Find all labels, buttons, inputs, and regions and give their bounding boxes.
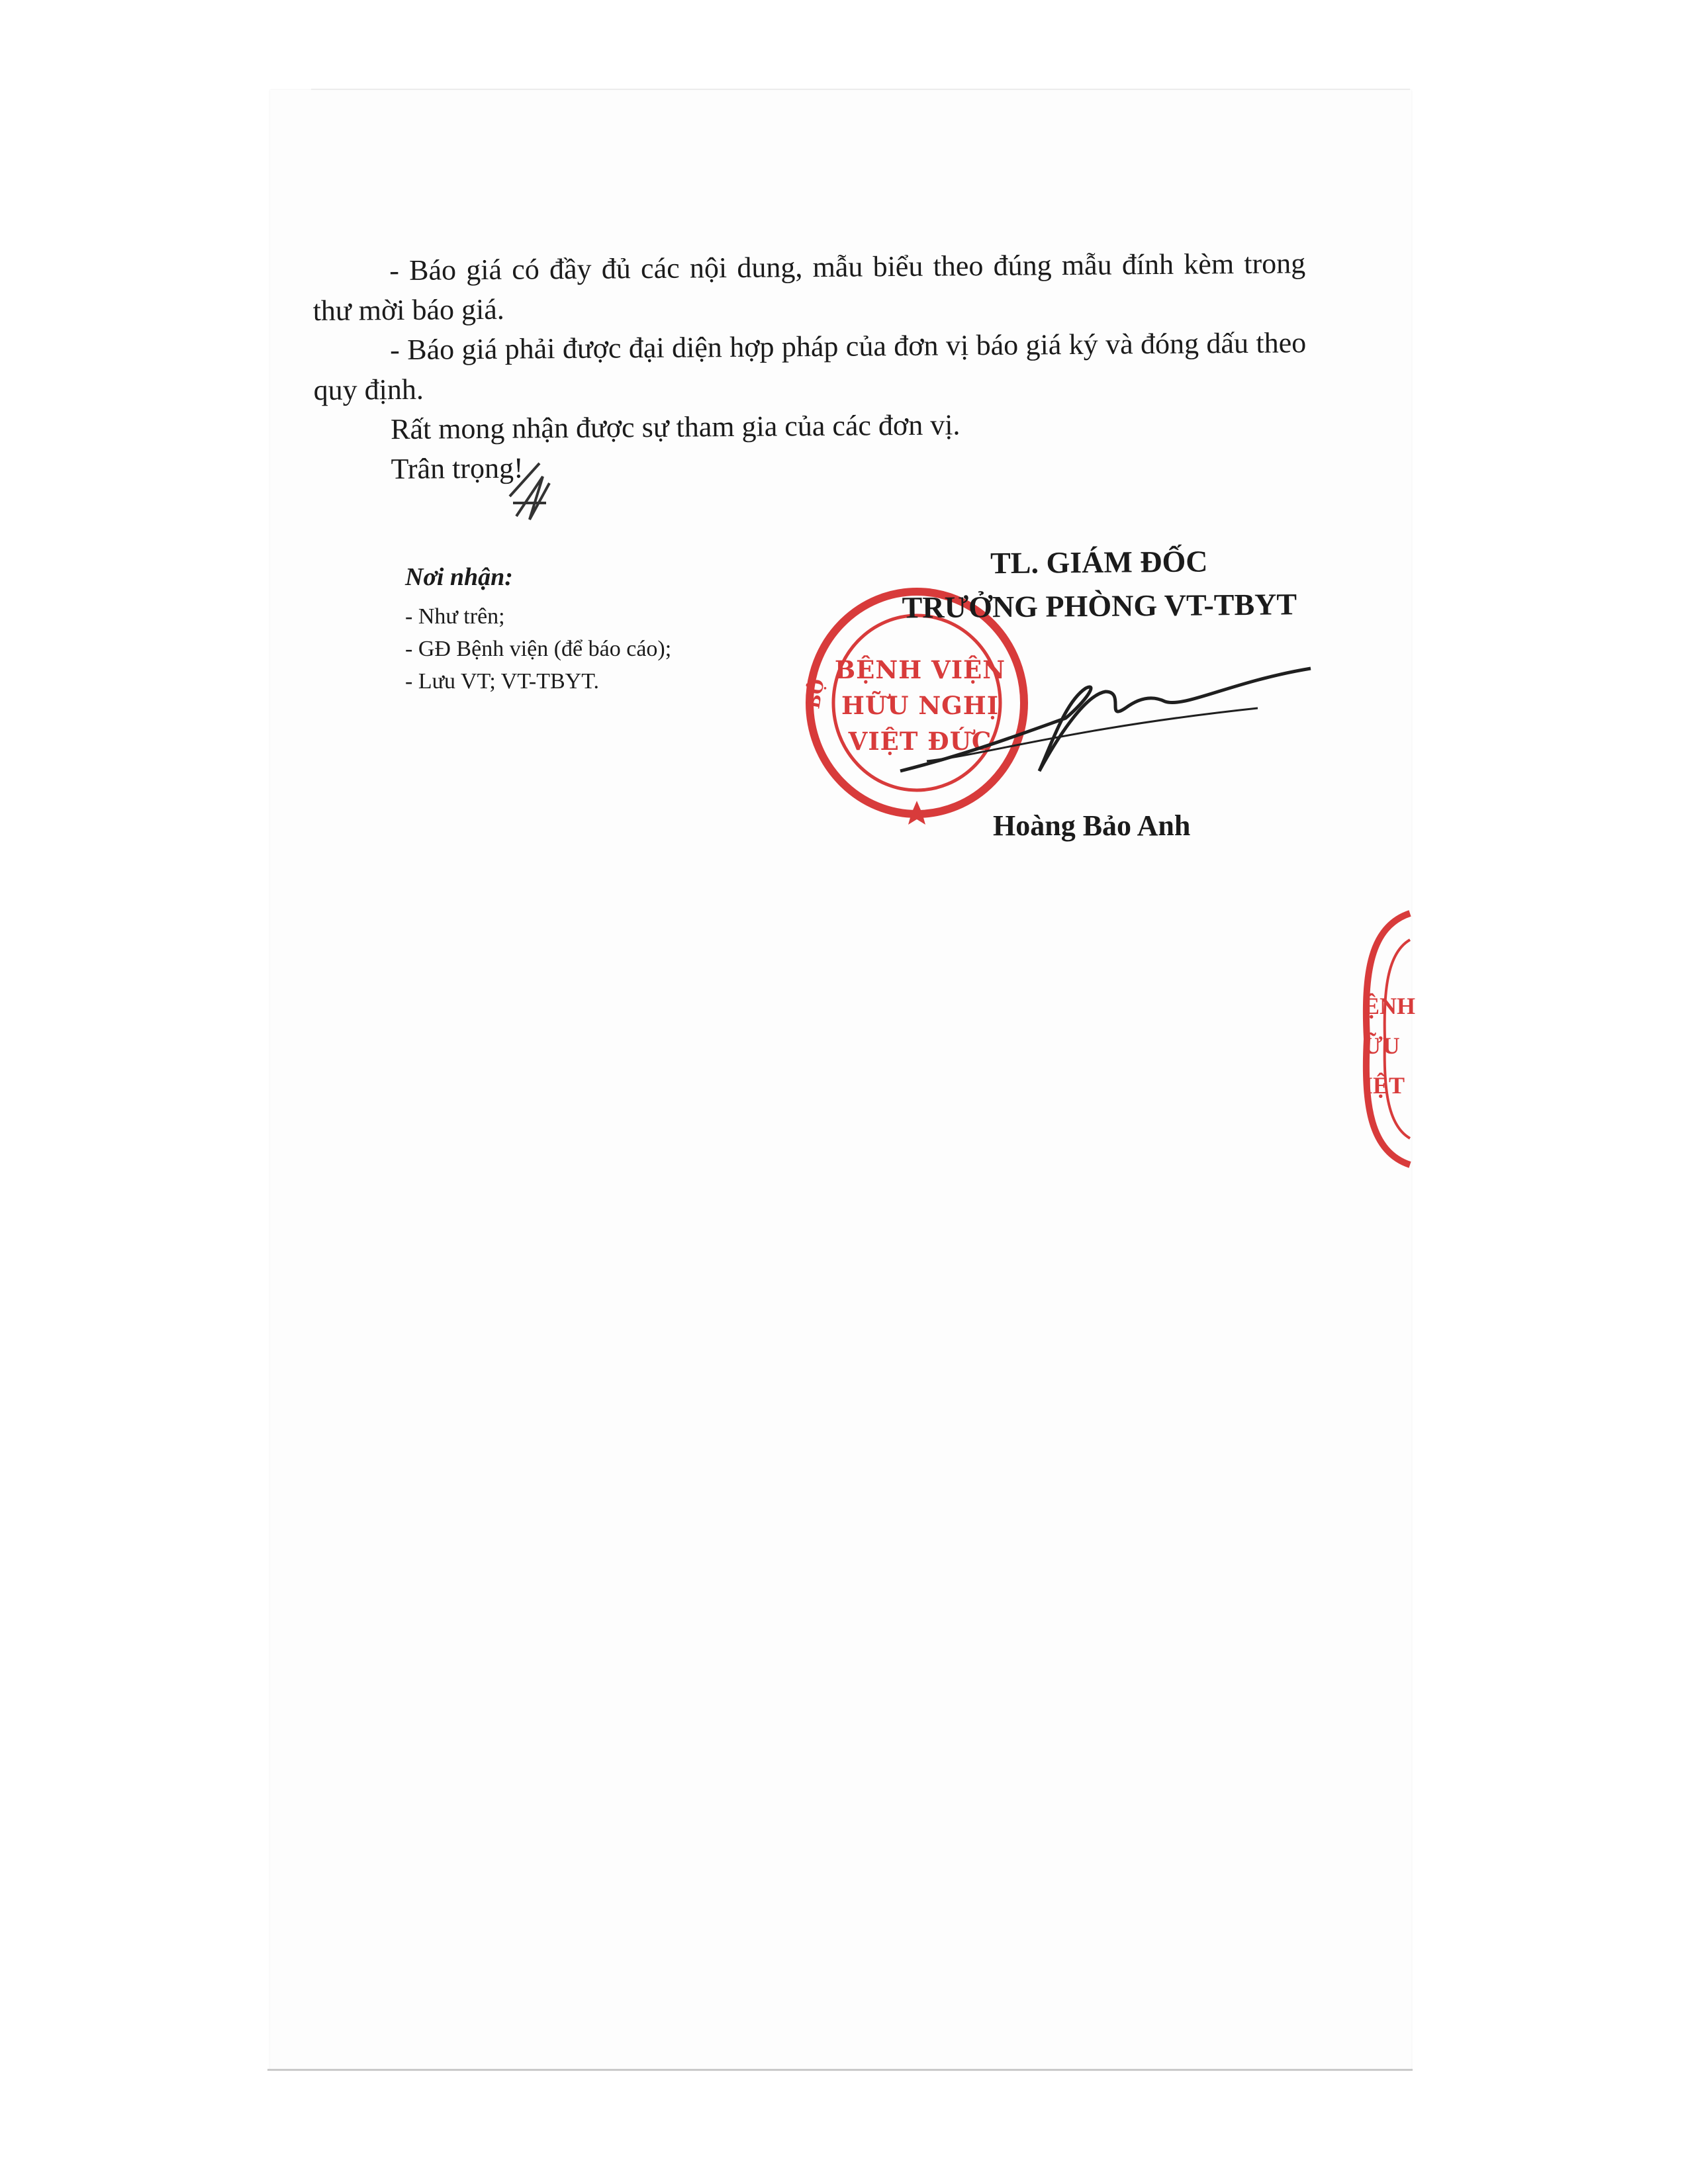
signer-name: Hoàng Bảo Anh — [993, 809, 1191, 842]
letter-body — [312, 244, 1307, 490]
seal-line-3: VIỆT ĐỨC — [848, 727, 992, 756]
signer-title-2: TRƯỞNG PHÒNG VT-TBYT — [902, 587, 1297, 625]
side-seal-line-1: ỆNH — [1364, 993, 1416, 1019]
seal-ring-mark: BỘ — [804, 678, 829, 711]
receivers-title: Nơi nhận: — [405, 563, 513, 591]
sheet-top-edge — [311, 89, 1410, 90]
receivers-block — [405, 561, 671, 698]
seal-line-2: HỮU NGHỊ — [841, 691, 1000, 720]
receiver-item: - GĐ Bệnh viện (để báo cáo); — [405, 637, 672, 661]
signer-title-1: TL. GIÁM ĐỐC — [990, 544, 1208, 580]
sheet-bottom-edge — [267, 2069, 1413, 2071]
side-seal-line-2: ỮU — [1364, 1032, 1400, 1059]
paragraph-quote-signature: - Báo giá phải được đại diện hợp pháp của đơn vị báo giá ký và đóng dấu theo quy định. — [313, 326, 1307, 406]
paragraph-closing: Trân trọng! — [391, 451, 524, 486]
partial-side-seal-text — [1364, 986, 1416, 1105]
seal-line-1: BỆNH VIỆN — [834, 655, 1006, 684]
receiver-item: - Như trên; — [405, 604, 505, 629]
handwritten-signature — [887, 655, 1311, 788]
paragraph-participation: Rất mong nhận được sự tham gia của các đơn vị. — [390, 408, 961, 446]
receiver-item: - Lưu VT; VT-TBYT. — [405, 669, 599, 694]
side-seal-line-3: IỆT — [1364, 1072, 1405, 1099]
signature-block — [861, 539, 1338, 630]
initials-mark — [503, 457, 556, 529]
paragraph-quote-content: - Báo giá có đầy đủ các nội dung, mẫu biểu theo đúng mẫu đính kèm trong thư mời báo giá. — [312, 247, 1306, 327]
